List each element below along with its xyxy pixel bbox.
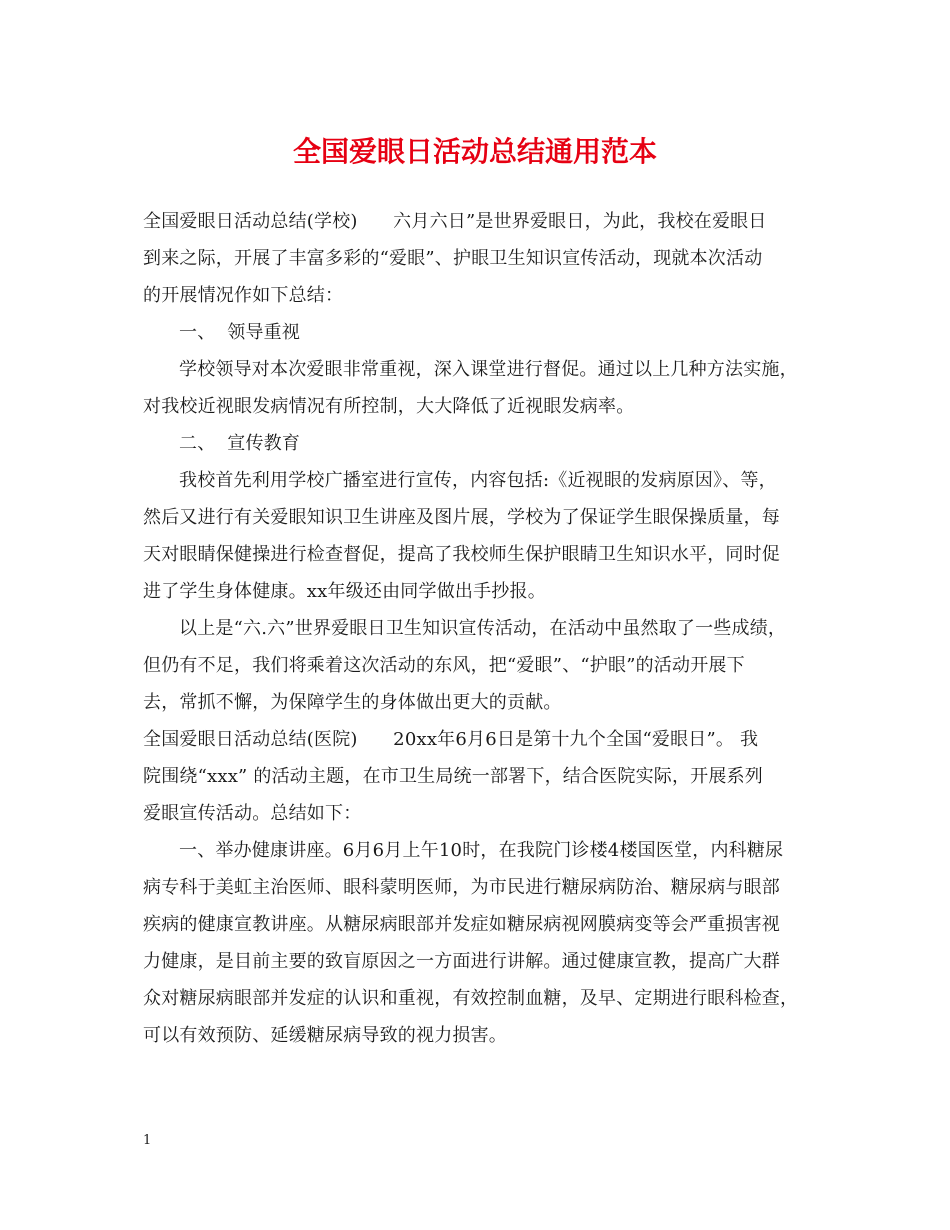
document-body <box>143 203 813 1054</box>
text-line: 对我校近视眼发病情况有所控制，大大降低了近视眼发病率。 <box>143 396 635 417</box>
text-line: 进了学生身体健康。xx年级还由同学做出手抄报。 <box>143 581 546 602</box>
text-line: 但仍有不足，我们将乘着这次活动的东风，把“爱眼”、“护眼”的活动开展下 <box>143 655 745 676</box>
text-line: 去，常抓不懈，为保障学生的身体做出更大的贡献。 <box>143 692 562 713</box>
text-line: 以上是“六.六”世界爱眼日卫生知识宣传活动，在活动中虽然取了一些成绩， <box>179 618 787 639</box>
text-line: 我校首先利用学校广播室进行宣传，内容包括:《近视眼的发病原因》、等， <box>179 470 777 491</box>
page-number: 1 <box>143 1133 152 1148</box>
text-line: 力健康，是目前主要的致盲原因之一方面进行讲解。通过健康宣教，提高广大群 <box>143 951 780 972</box>
document-title: 全国爱眼日活动总结通用范本 <box>292 135 657 168</box>
text-line: 到来之际，开展了丰富多彩的“爱眼”、护眼卫生知识宣传活动，现就本次活动 <box>143 248 763 269</box>
text-line: 一、举办健康讲座。6月6月上午10时，在我院门诊楼4楼国医堂，内科糖尿 <box>179 840 784 861</box>
text-line: 疾病的健康宣教讲座。从糖尿病眼部并发症如糖尿病视网膜病变等会严重损害视 <box>143 914 780 935</box>
text-line: 一、 领导重视 <box>179 322 301 343</box>
text-line: 二、 宣传教育 <box>179 433 301 454</box>
text-line: 院围绕“xxx” 的活动主题，在市卫生局统一部署下，结合医院实际，开展系列 <box>143 766 763 787</box>
text-line: 可以有效预防、延缓糖尿病导致的视力损害。 <box>143 1025 507 1046</box>
text-line: 爱眼宣传活动。总结如下： <box>143 803 362 824</box>
text-line: 全国爱眼日活动总结(医院) 20xx年6月6日是第十九个全国“爱眼日”。 我 <box>143 729 759 750</box>
text-line: 的开展情况作如下总结： <box>143 285 344 306</box>
text-line: 众对糖尿病眼部并发症的认识和重视，有效控制血糖，及早、定期进行眼科检查， <box>143 988 799 1009</box>
text-line: 病专科于美虹主治医师、眼科蒙明医师，为市民进行糖尿病防治、糖尿病与眼部 <box>143 877 780 898</box>
text-line: 然后又进行有关爱眼知识卫生讲座及图片展，学校为了保证学生眼保操质量，每 <box>143 507 780 528</box>
text-line: 全国爱眼日活动总结(学校) 六月六日”是世界爱眼日，为此，我校在爱眼日 <box>143 211 767 232</box>
text-line: 天对眼睛保健操进行检查督促，提高了我校师生保护眼睛卫生知识水平，同时促 <box>143 544 780 565</box>
text-line: 学校领导对本次爱眼非常重视，深入课堂进行督促。通过以上几种方法实施， <box>179 359 798 380</box>
